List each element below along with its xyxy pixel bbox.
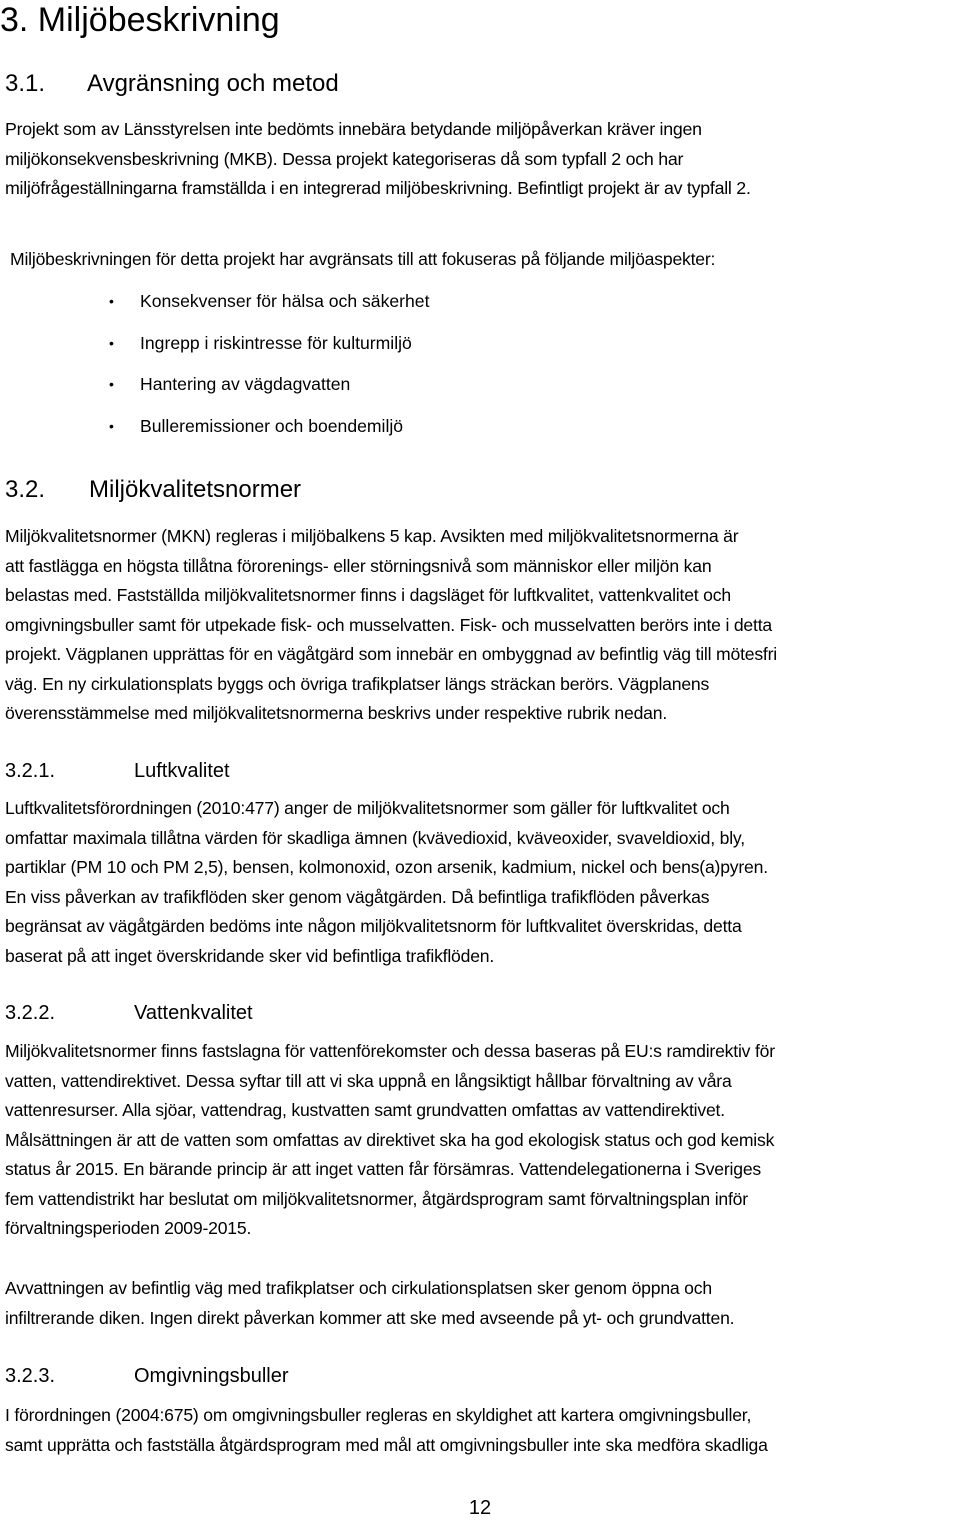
text-line: belastas med. Fastställda miljökvalitetsnormer finns i dagsläget för luftkvalitet, vattenkvalitet och — [5, 585, 731, 605]
heading-text: Miljökvalitetsnormer — [89, 476, 302, 503]
heading-number: 3.2.3. — [5, 1365, 56, 1387]
text-line: status år 2015. En bärande princip är att inget vatten får försämras. Vattendelegationerna i Sveriges — [5, 1159, 762, 1179]
text-line: Miljökvalitetsnormer (MKN) regleras i miljöbalkens 5 kap. Avsikten med miljökvalitetsnormerna är — [5, 526, 739, 546]
text-line: miljöfrågeställningarna framställda i en integrerad miljöbeskrivning. Befintligt projekt är av typfall 2. — [5, 178, 751, 198]
heading-text: Avgränsning och metod — [87, 70, 339, 97]
heading-3-2-3 — [5, 1363, 289, 1389]
text-line: fem vattendistrikt har beslutat om miljökvalitetsnormer, åtgärdsprogram samt förvaltningsplan inför — [5, 1188, 748, 1209]
heading-3-2 — [5, 475, 301, 505]
bullet-icon: • — [109, 418, 114, 434]
text-line: att fastlägga en högsta tillåtna förorenings- eller störningsnivå som människor eller miljön kan — [5, 555, 712, 576]
text-line: Målsättningen är att de vatten som omfattas av direktivet ska ha god ekologisk status och god kemisk — [5, 1129, 775, 1150]
list-item: • Bulleremissioner och boendemiljö — [109, 416, 404, 436]
heading-text: Vattenkvalitet — [134, 1002, 253, 1024]
text-line: Projekt som av Länsstyrelsen inte bedömts innebära betydande miljöpåverkan kräver ingen — [5, 119, 702, 139]
paragraph-3-2-2-a — [5, 1037, 960, 1244]
bullet-icon: • — [109, 376, 114, 392]
list-item: • Konsekvenser för hälsa och säkerhet — [109, 291, 430, 311]
heading-number: 3.2.2. — [5, 1002, 56, 1024]
text-line: vattenresurser. Alla sjöar, vattendrag, kustvatten samt grundvatten omfattas av vattendirektivet. — [5, 1100, 725, 1120]
heading-text: Luftkvalitet — [134, 760, 230, 782]
page-number: 12 — [468, 1497, 492, 1519]
text-line: En viss påverkan av trafikflöden sker genom vägåtgärden. Då befintliga trafikflöden påverkas — [5, 886, 710, 907]
section-title: 3. Miljöbeskrivning — [0, 1, 280, 39]
heading-number: 3.2.1. — [5, 760, 56, 782]
text-line: omgivningsbuller samt för utpekade fisk- och musselvatten. Fisk- och musselvatten berörs inte i detta — [5, 614, 772, 635]
text-line: infiltrerande diken. Ingen direkt påverkan kommer att ske med avseende på yt- och grundvatten. — [5, 1307, 735, 1328]
text-line: begränsat av vägåtgärden bedöms inte någon miljökvalitetsnorm för luftkvalitet överskridas, detta — [5, 916, 742, 936]
paragraph-3-2-3 — [5, 1401, 960, 1460]
heading-number: 3.1. — [5, 70, 46, 97]
text-line: projekt. Vägplanen upprättas för en vägåtgärd som innebär en ombyggnad av befintlig väg till mötesfri — [5, 644, 777, 664]
list-item: • Hantering av vägdagvatten — [109, 374, 351, 394]
text-line: Miljöbeskrivningen för detta projekt har avgränsats till att fokuseras på följande miljöaspekter: — [10, 249, 716, 269]
bullet-icon: • — [109, 293, 114, 309]
heading-text: Omgivningsbuller — [134, 1365, 289, 1387]
text-line: miljökonsekvensbeskrivning (MKB). Dessa projekt kategoriseras då som typfall 2 och har — [5, 148, 684, 169]
text-line: Miljökvalitetsnormer finns fastslagna för vattenförekomster och dessa baseras på EU:s ramdirektiv för — [5, 1041, 775, 1061]
text-line: partiklar (PM 10 och PM 2,5), bensen, kolmonoxid, ozon arsenik, kadmium, nickel och bens(a)pyren. — [5, 857, 768, 877]
text-line: samt upprätta och fastställa åtgärdsprogram med mål att omgivningsbuller inte ska medföra skadliga — [5, 1434, 768, 1455]
paragraph-3-1-scope — [10, 245, 960, 275]
text-line: omfattar maximala tillåtna värden för skadliga ämnen (kvävedioxid, kväveoxider, svaveldioxid, bly, — [5, 827, 745, 848]
text-line: baserat på att inget överskridande sker vid befintliga trafikflöden. — [5, 945, 495, 966]
paragraph-3-1-intro — [5, 115, 960, 204]
heading-3-2-1 — [5, 758, 230, 784]
paragraph-3-2-2-b — [5, 1274, 960, 1333]
text-line: överensstämmelse med miljökvalitetsnormerna beskrivs under respektive rubrik nedan. — [5, 703, 668, 723]
heading-number: 3.2. — [5, 476, 46, 503]
text-line: väg. En ny cirkulationsplats byggs och övriga trafikplatser längs sträckan berörs. Vägplanens — [5, 673, 710, 694]
text-line: Luftkvalitetsförordningen (2010:477) anger de miljökvalitetsnormer som gäller för luftkvalitet och — [5, 798, 730, 818]
text-line: I förordningen (2004:675) om omgivningsbuller regleras en skyldighet att kartera omgivningsbuller, — [5, 1405, 752, 1425]
paragraph-3-2 — [5, 522, 960, 729]
heading-3-2-2 — [5, 1000, 253, 1026]
bullet-icon: • — [109, 335, 114, 351]
paragraph-3-2-1 — [5, 794, 960, 971]
text-line: förvaltningsperioden 2009-2015. — [5, 1218, 252, 1238]
text-line: Avvattningen av befintlig väg med trafikplatser och cirkulationsplatsen sker genom öppna och — [5, 1278, 712, 1298]
list-item: • Ingrepp i riskintresse för kulturmiljö — [109, 333, 412, 353]
text-line: vatten, vattendirektivet. Dessa syftar till att vi ska uppnå en långsiktigt hållbar förvaltning av våra — [5, 1070, 732, 1091]
heading-3-1 — [5, 69, 339, 99]
